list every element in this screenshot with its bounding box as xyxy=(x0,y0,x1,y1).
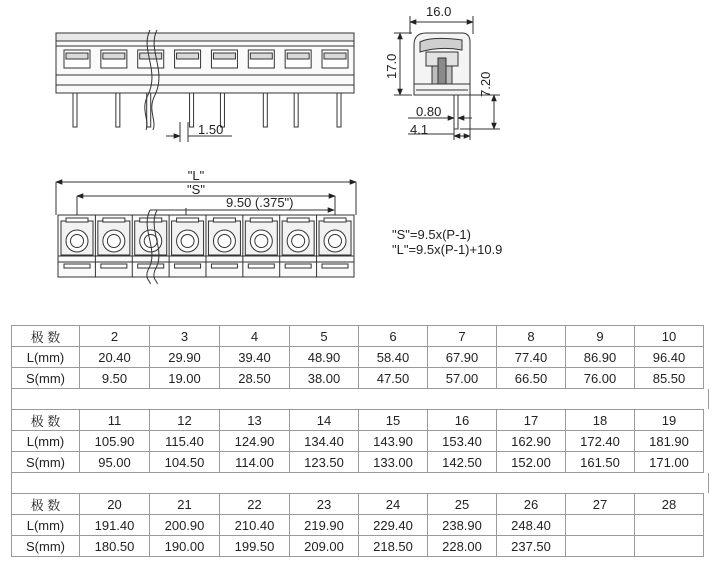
pin xyxy=(147,93,151,127)
row-label: 极 数 xyxy=(12,326,80,347)
clamp-screw-slot xyxy=(177,53,199,59)
table-cell: 15 xyxy=(359,410,428,431)
table-cell: 238.90 xyxy=(428,515,497,536)
table-cell: 181.90 xyxy=(635,431,704,452)
screw-inner xyxy=(71,235,84,248)
clamp-screw-slot xyxy=(103,53,125,59)
table-cell: 200.90 xyxy=(150,515,220,536)
table-cell: 13 xyxy=(220,410,290,431)
table-cell: 218.50 xyxy=(359,536,428,557)
table-cell: 17 xyxy=(497,410,566,431)
table-cell: 9.50 xyxy=(80,368,150,389)
cell-foot xyxy=(64,264,90,268)
table-cell: 219.90 xyxy=(290,515,359,536)
formula-L: "L"=9.5x(P-1)+10.9 xyxy=(392,242,503,257)
row-label: L(mm) xyxy=(12,347,80,368)
table-cell xyxy=(566,536,635,557)
table-cell: 57.00 xyxy=(428,368,497,389)
cell-tab xyxy=(250,218,272,222)
table-cell: 2 xyxy=(80,326,150,347)
spacing-S-row xyxy=(12,536,704,557)
table-cell: 58.40 xyxy=(359,347,428,368)
L-dimension-label: "L" xyxy=(187,168,205,183)
table-cell: 124.90 xyxy=(220,431,290,452)
row-label: 极 数 xyxy=(12,410,80,431)
table-cell: 21 xyxy=(150,494,220,515)
pin xyxy=(190,93,194,127)
overall-width-dimension: 16.0 xyxy=(426,4,452,19)
row-label: S(mm) xyxy=(12,536,80,557)
screw-inner xyxy=(181,235,194,248)
table-cell: 27 xyxy=(566,494,635,515)
table-cell: 24 xyxy=(359,494,428,515)
row-label: 极 数 xyxy=(12,494,80,515)
screw-inner xyxy=(292,235,305,248)
clamp-screw-slot xyxy=(140,53,162,59)
table-cell: 105.90 xyxy=(80,431,150,452)
length-L-row xyxy=(12,347,704,368)
table-cell: 39.40 xyxy=(220,347,290,368)
cell-tab xyxy=(324,218,346,222)
clamp-screw-slot xyxy=(250,53,272,59)
table-cell: 191.40 xyxy=(80,515,150,536)
row-label: S(mm) xyxy=(12,452,80,473)
cell-foot xyxy=(211,264,237,268)
cell-tab xyxy=(66,218,88,222)
table-cell: 66.50 xyxy=(497,368,566,389)
table-cell: 7 xyxy=(428,326,497,347)
table-cell: 20 xyxy=(80,494,150,515)
table-cell: 114.00 xyxy=(220,452,290,473)
cell-foot xyxy=(248,264,274,268)
table-spacer xyxy=(11,389,709,409)
table-cell: 134.40 xyxy=(290,431,359,452)
table-cell: 199.50 xyxy=(220,536,290,557)
table-cell: 143.90 xyxy=(359,431,428,452)
screw-inner xyxy=(218,235,231,248)
cell-foot xyxy=(285,264,311,268)
pole-count-row xyxy=(12,494,704,515)
formula-S: "S"=9.5x(P-1) xyxy=(392,227,471,242)
table-cell: 153.40 xyxy=(428,431,497,452)
cell-tab xyxy=(213,218,235,222)
spec-table-block-3 xyxy=(11,493,704,557)
table-cell: 5 xyxy=(290,326,359,347)
row-label: L(mm) xyxy=(12,515,80,536)
table-cell: 3 xyxy=(150,326,220,347)
table-cell xyxy=(566,515,635,536)
table-cell: 77.40 xyxy=(497,347,566,368)
length-L-row xyxy=(12,515,704,536)
table-cell: 162.90 xyxy=(497,431,566,452)
table-cell: 8 xyxy=(497,326,566,347)
table-cell: 133.00 xyxy=(359,452,428,473)
top-view xyxy=(56,182,356,284)
table-cell: 210.40 xyxy=(220,515,290,536)
cell-tab xyxy=(177,218,199,222)
table-cell: 14 xyxy=(290,410,359,431)
table-cell: 152.00 xyxy=(497,452,566,473)
table-cell: 28 xyxy=(635,494,704,515)
table-cell: 229.40 xyxy=(359,515,428,536)
table-cell: 115.40 xyxy=(150,431,220,452)
table-cell: 4 xyxy=(220,326,290,347)
clamp-screw-slot xyxy=(66,53,88,59)
spacing-S-row xyxy=(12,452,704,473)
table-cell: 19 xyxy=(635,410,704,431)
table-cell: 38.00 xyxy=(290,368,359,389)
table-cell: 11 xyxy=(80,410,150,431)
table-cell: 209.00 xyxy=(290,536,359,557)
table-cell: 172.40 xyxy=(566,431,635,452)
table-cell: 20.40 xyxy=(80,347,150,368)
table-cell: 171.00 xyxy=(635,452,704,473)
table-cell: 123.50 xyxy=(290,452,359,473)
pitch-dimension: 9.50 (.375") xyxy=(226,195,294,210)
table-cell: 6 xyxy=(359,326,428,347)
pole-count-row xyxy=(12,326,704,347)
table-cell: 228.00 xyxy=(428,536,497,557)
table-cell xyxy=(635,515,704,536)
table-cell: 180.50 xyxy=(80,536,150,557)
pin xyxy=(294,93,298,127)
pin-width-dimension: 1.50 xyxy=(198,122,224,137)
table-cell: 12 xyxy=(150,410,220,431)
clamp-screw-slot xyxy=(213,53,235,59)
pin xyxy=(337,93,341,127)
cell-foot xyxy=(322,264,348,268)
table-cell xyxy=(635,536,704,557)
row-label: L(mm) xyxy=(12,431,80,452)
table-cell: 76.00 xyxy=(566,368,635,389)
table-cell: 85.50 xyxy=(635,368,704,389)
S-dimension-label: "S" xyxy=(187,182,205,197)
spec-table-block-2 xyxy=(11,409,704,473)
pin xyxy=(263,93,267,127)
cell-tab xyxy=(287,218,309,222)
screw-inner xyxy=(107,235,120,248)
cell-tab xyxy=(140,218,162,222)
table-cell: 9 xyxy=(566,326,635,347)
pole-count-row xyxy=(12,410,704,431)
table-cell: 28.50 xyxy=(220,368,290,389)
table-cell: 237.50 xyxy=(497,536,566,557)
table-cell: 142.50 xyxy=(428,452,497,473)
table-cell: 25 xyxy=(428,494,497,515)
table-cell: 22 xyxy=(220,494,290,515)
cell-foot xyxy=(101,264,127,268)
spacing-S-row xyxy=(12,368,704,389)
table-cell: 86.90 xyxy=(566,347,635,368)
table-spacer xyxy=(11,473,709,493)
cell-foot xyxy=(175,264,201,268)
clamp-screw-slot xyxy=(324,53,346,59)
table-cell: 16 xyxy=(428,410,497,431)
table-cell: 29.90 xyxy=(150,347,220,368)
screw-inner xyxy=(329,235,342,248)
height-dimension: 17.0 xyxy=(384,53,399,79)
pin xyxy=(73,93,77,127)
table-cell: 26 xyxy=(497,494,566,515)
pin xyxy=(116,93,120,127)
table-cell: 161.50 xyxy=(566,452,635,473)
length-L-row xyxy=(12,431,704,452)
screw-inner xyxy=(255,235,268,248)
cell-tab xyxy=(103,218,125,222)
table-cell: 10 xyxy=(635,326,704,347)
table-cell: 67.90 xyxy=(428,347,497,368)
table-cell: 248.40 xyxy=(497,515,566,536)
table-cell: 104.50 xyxy=(150,452,220,473)
pin-length-dimension: 7.20 xyxy=(478,71,493,97)
table-cell: 95.00 xyxy=(80,452,150,473)
pin-thickness-dimension: 0.80 xyxy=(416,104,442,119)
spec-table-block-1 xyxy=(11,325,704,389)
clamp-screw-slot xyxy=(287,53,309,59)
pin-offset-dimension: 4.1 xyxy=(410,122,429,137)
table-cell: 47.50 xyxy=(359,368,428,389)
row-label: S(mm) xyxy=(12,368,80,389)
table-cell: 96.40 xyxy=(635,347,704,368)
table-cell: 19.00 xyxy=(150,368,220,389)
table-cell: 190.00 xyxy=(150,536,220,557)
table-cell: 48.90 xyxy=(290,347,359,368)
table-cell: 18 xyxy=(566,410,635,431)
table-cell: 23 xyxy=(290,494,359,515)
